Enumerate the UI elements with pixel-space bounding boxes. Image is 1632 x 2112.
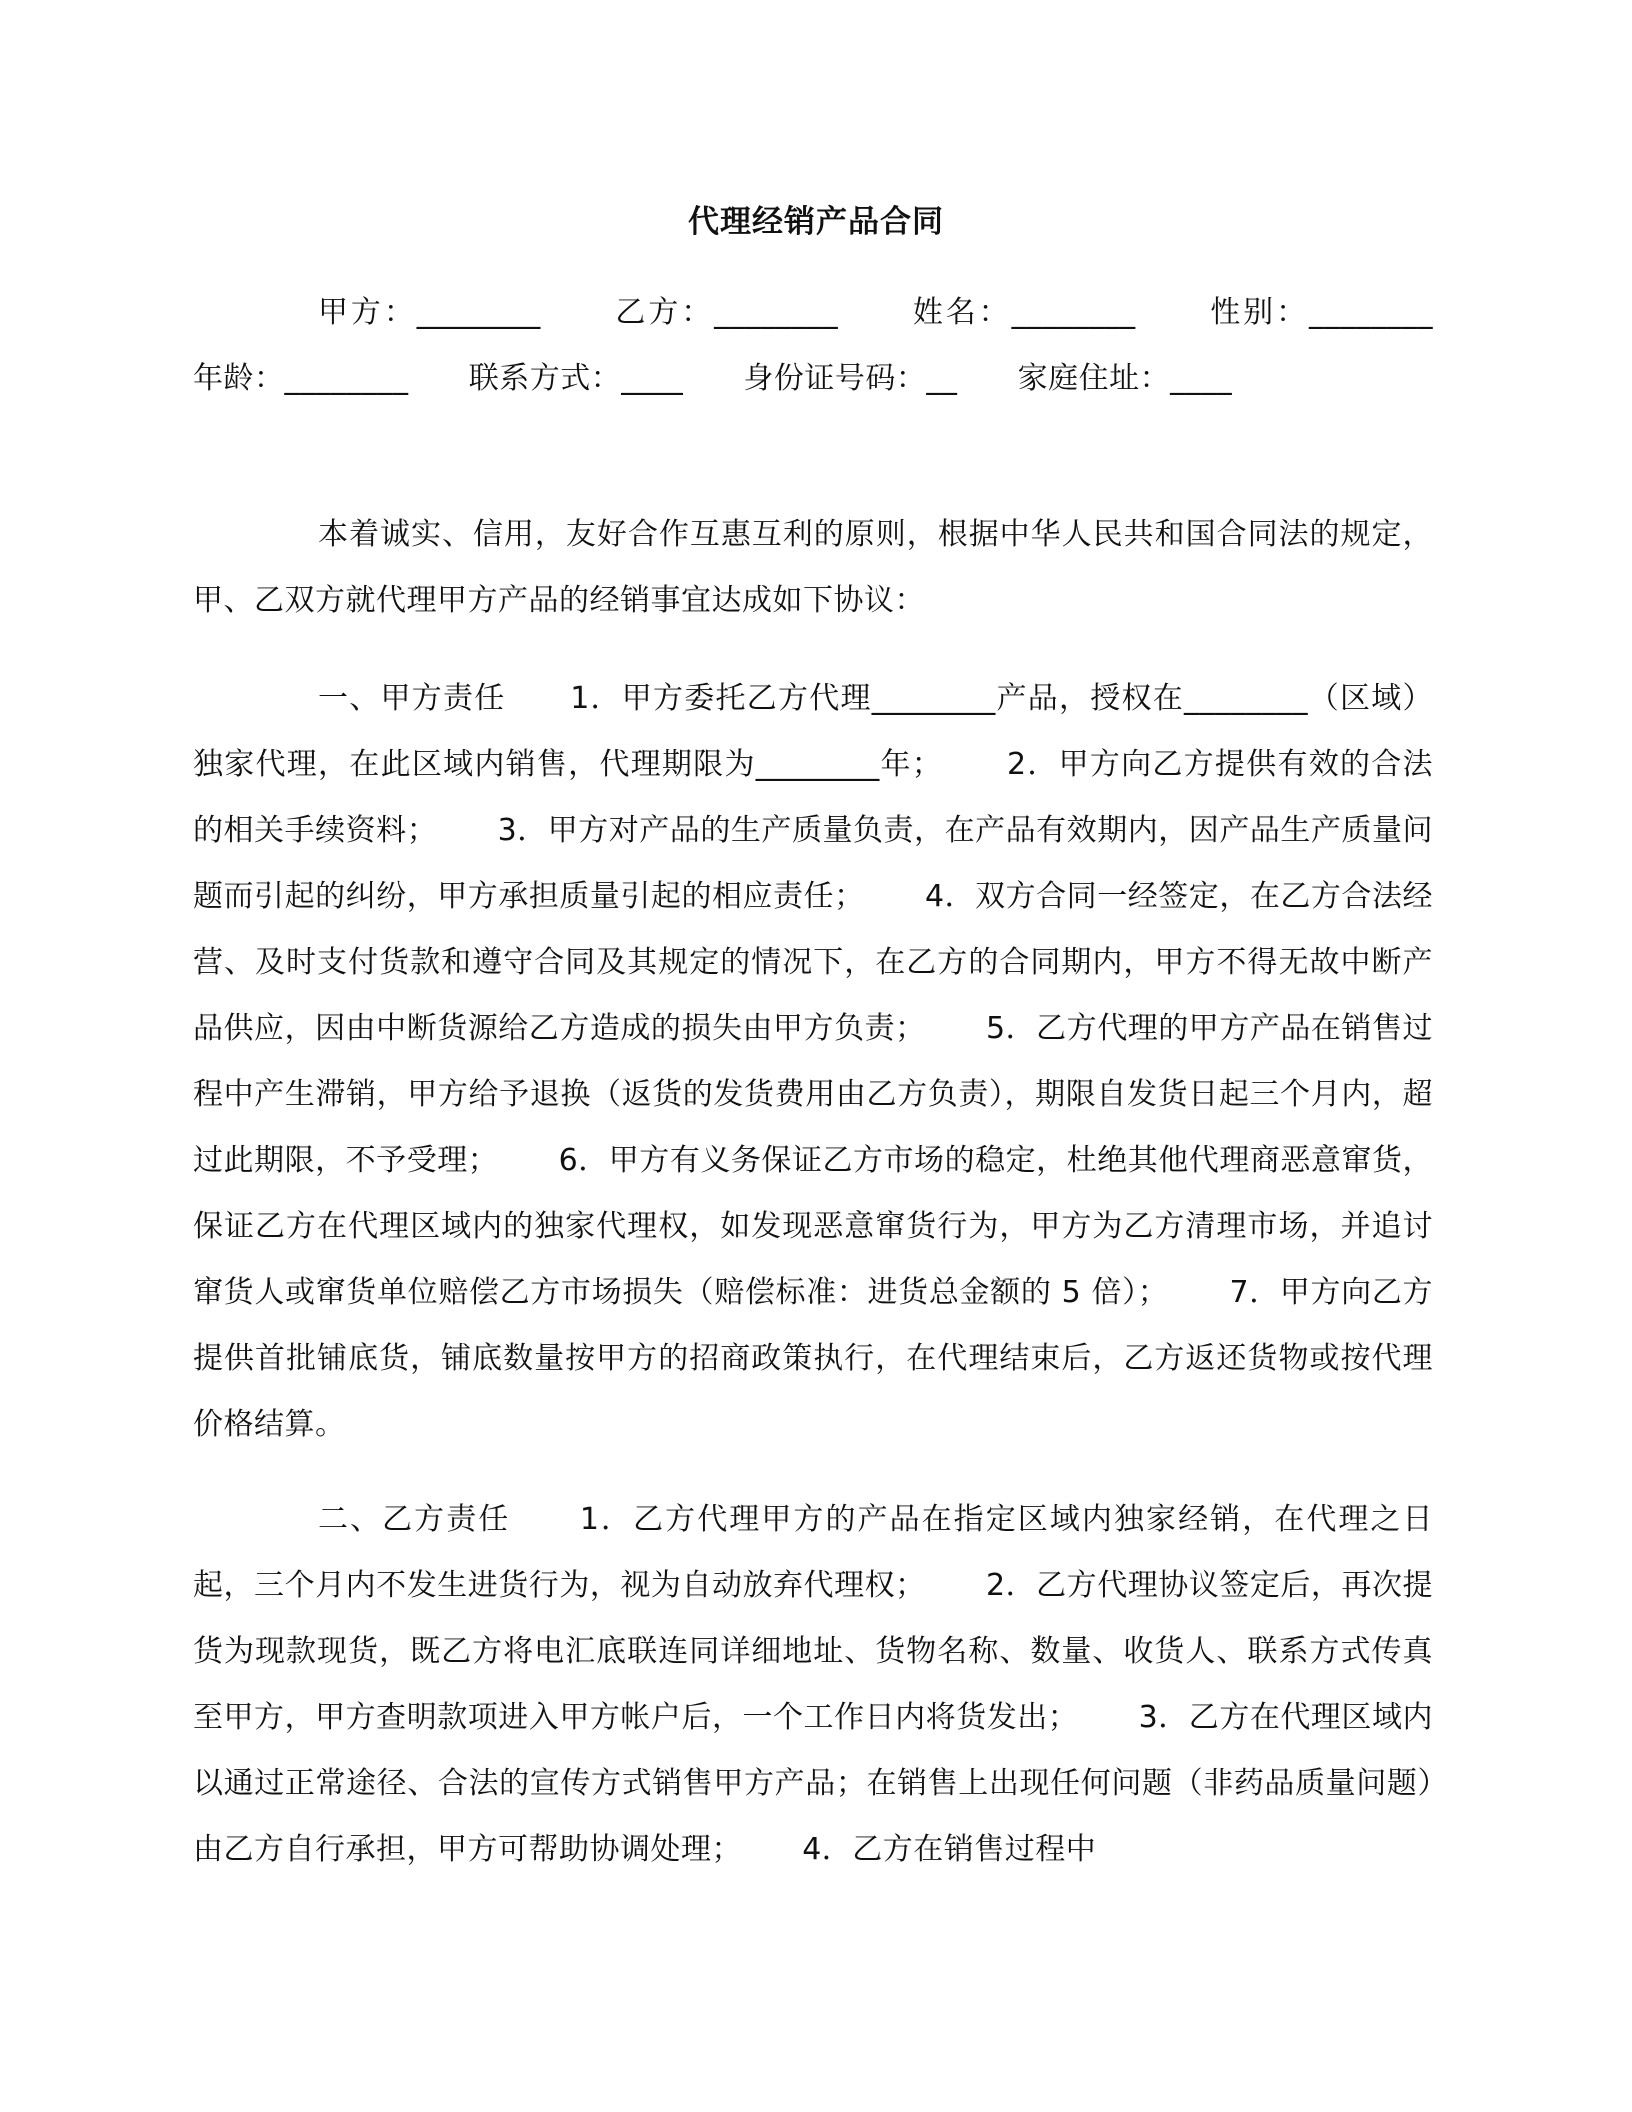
intro-paragraph: 本着诚实、信用，友好合作互惠互利的原则，根据中华人民共和国合同法的规定，甲、乙双方就代理甲方产品的经销事宜达成如下协议： [193,517,1433,618]
parties-paragraph: 甲方：________ 乙方：________ 姓名：________ 性别：________ 年龄：________ 联系方式：____ 身份证号码：__ 家庭住址：____ [193,295,1494,396]
party-a-responsibilities: 一、甲方责任 1．甲方委托乙方代理________产品，授权在________（区域）独家代理，在此区域内销售，代理期限为________年； 2．甲方向乙方提供有效的合法的相关手续资料； 3．甲方对产品的生产质量负责，在产品有效期内，因产品生产质量问题而引起的纠纷，甲方承担质量引起的相应责任； 4．双方合同一经签定，在乙方合法经营、及时支付货款和遵守合同及其规定的情况下，在乙方的合同期内，甲方不得无故中断产品供应，因由中断货源给乙方造成的损失由甲方负责； 5．乙方代理的甲方产品在销售过程中产生滞销，甲方给予退换（返货的发货费用由乙方负责），期限自发货日起三个月内，超过此期限，不予受理； 6．甲方有义务保证乙方市场的稳定，杜绝其他代理商恶意窜货，保证乙方在代理区域内的独家代理权，如发现恶意窜货行为，甲方为乙方清理市场，并追讨窜货人或窜货单位赔偿乙方市场损失（赔偿标准：进货总金额的 5 倍）； 7．甲方向乙方提供首批铺底货，铺底数量按甲方的招商政策执行，在代理结束后，乙方返还货物或按代理价格结算。 [193,681,1433,1442]
party-b-responsibilities: 二、乙方责任 1．乙方代理甲方的产品在指定区域内独家经销，在代理之日起，三个月内不发生进货行为，视为自动放弃代理权； 2．乙方代理协议签定后，再次提货为现款现货，既乙方将电汇底联连同详细地址、货物名称、数量、收货人、联系方式传真至甲方，甲方查明款项进入甲方帐户后，一个工作日内将货发出； 3．乙方在代理区域内以通过正常途径、合法的宣传方式销售甲方产品；在销售上出现任何问题（非药品质量问题）由乙方自行承担，甲方可帮助协调处理； 4．乙方在销售过程中 [193,1502,1433,1867]
document-title: 代理经销产品合同 [688,204,944,240]
